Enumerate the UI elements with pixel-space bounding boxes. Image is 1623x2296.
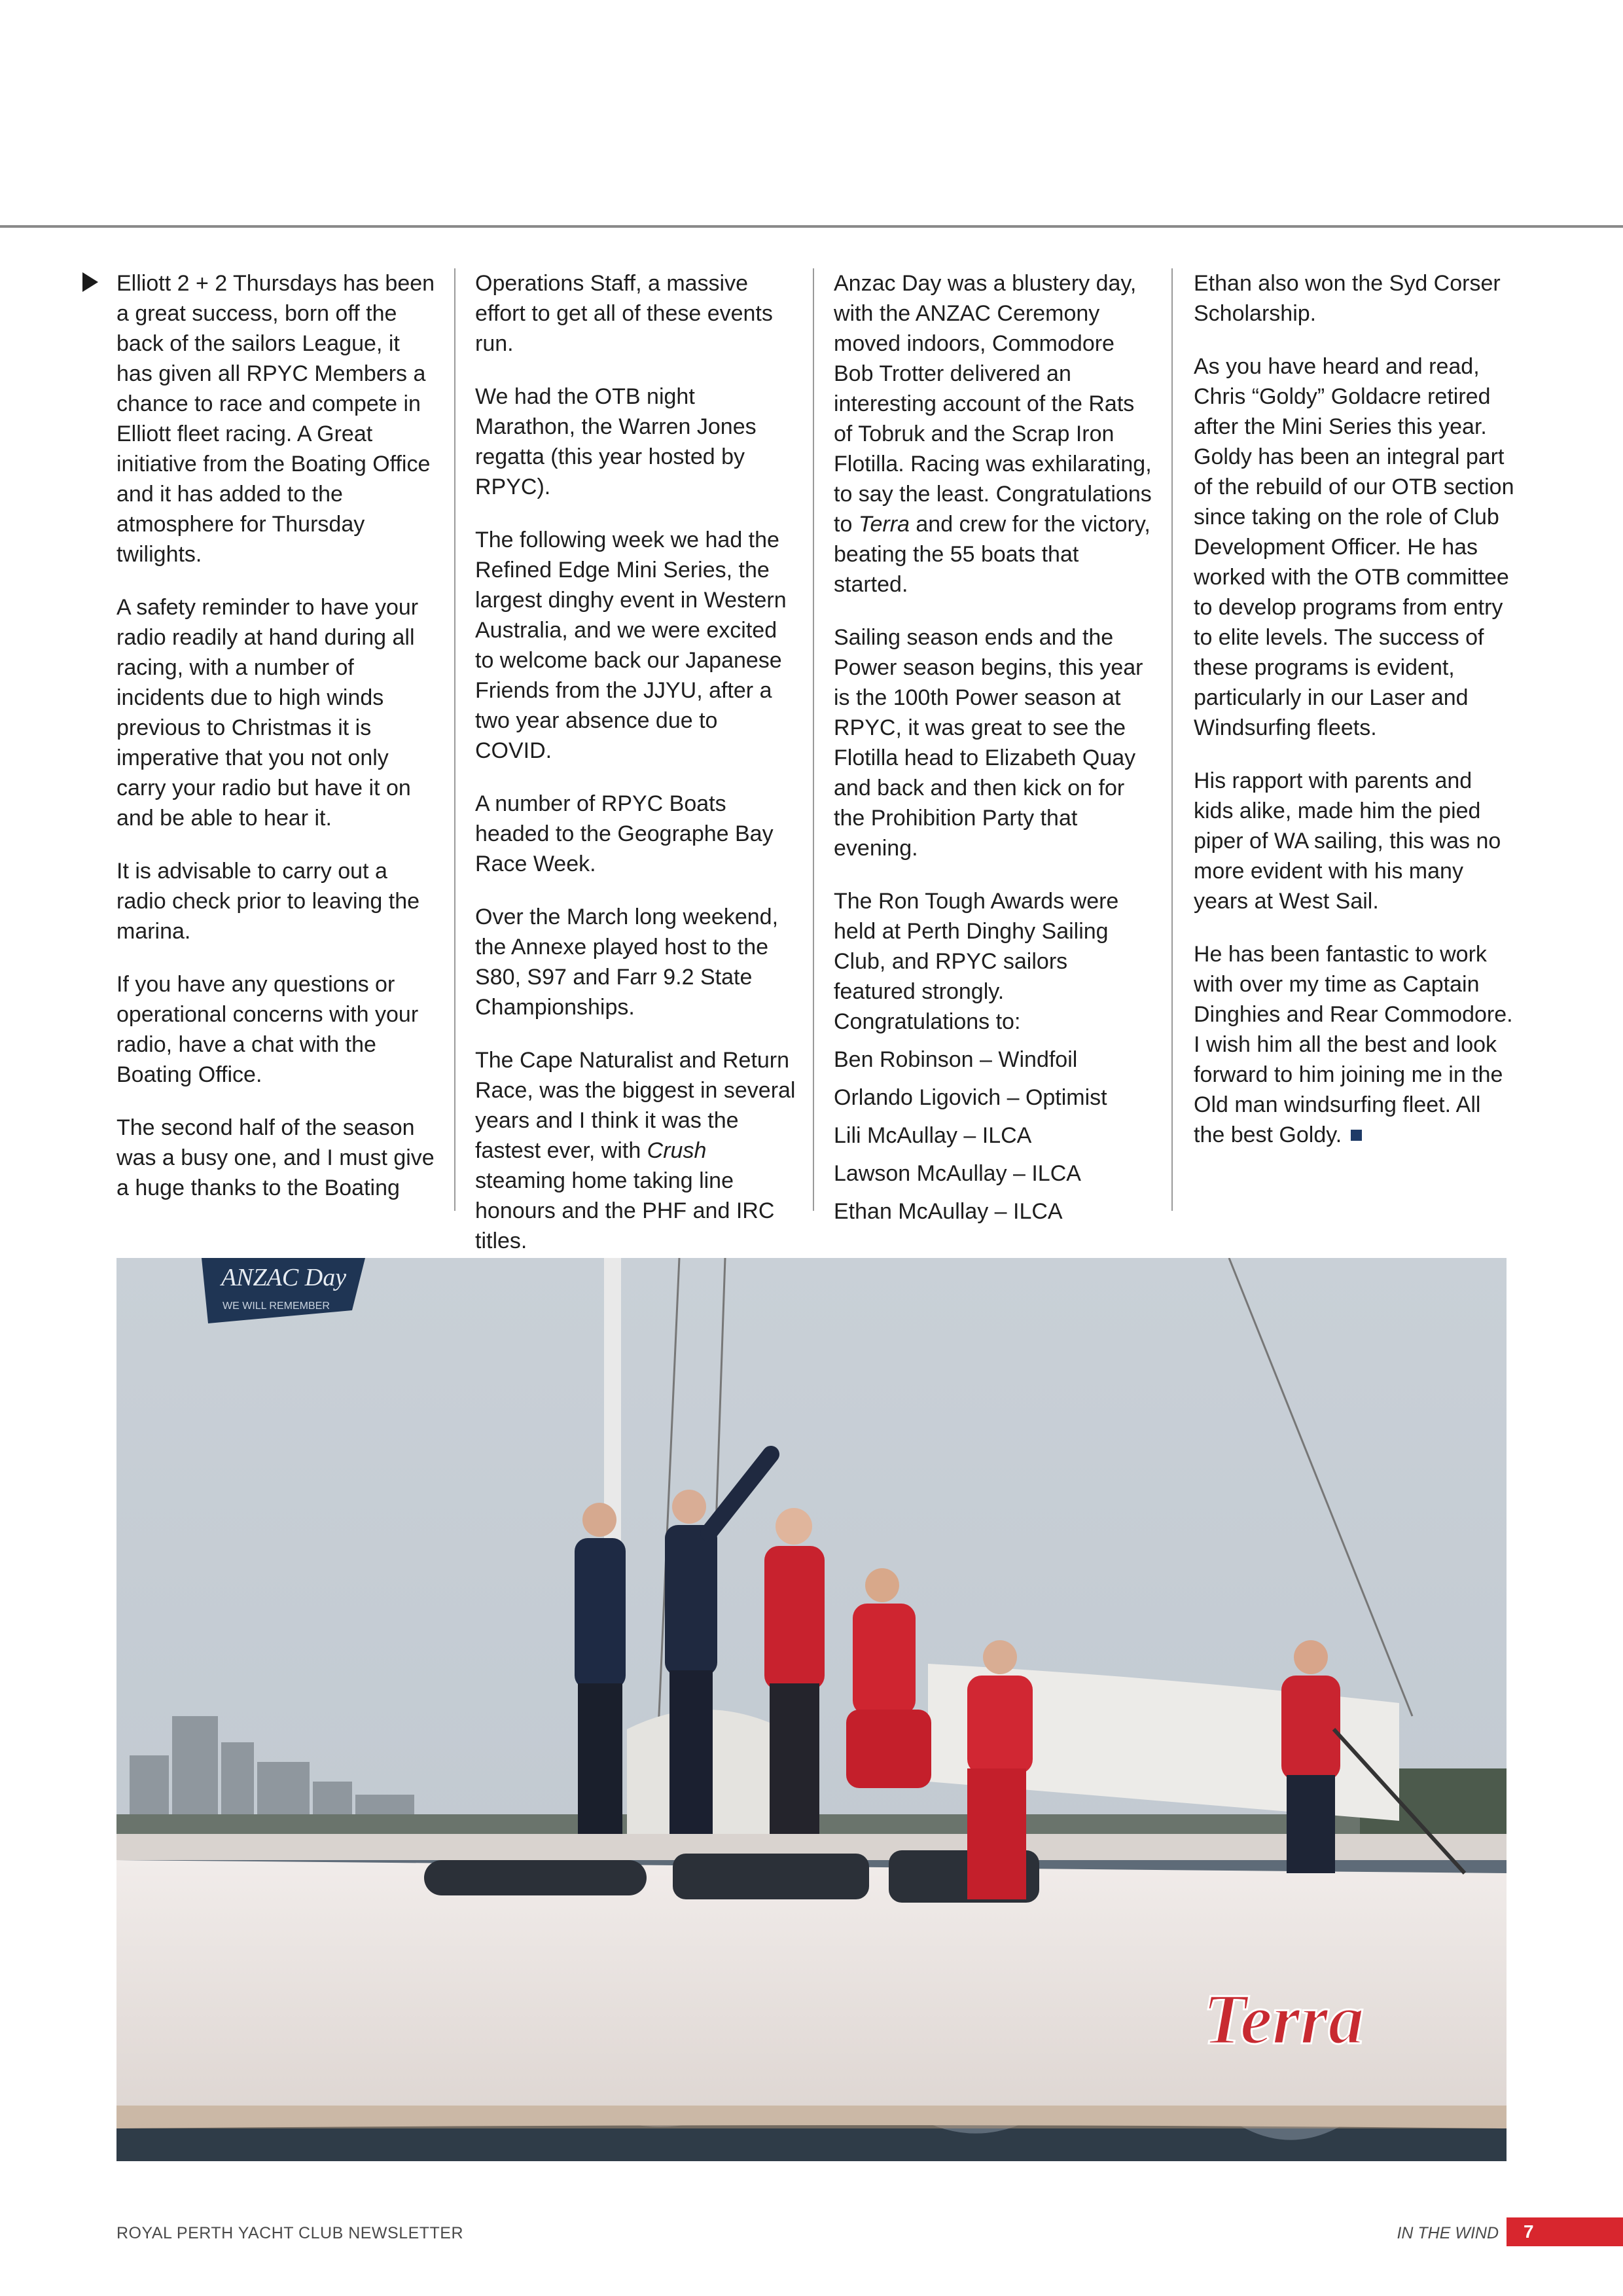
hull-waterline [116, 2106, 1507, 2128]
paragraph: Operations Staff, a massive effort to get all of these events run. [475, 271, 773, 356]
article-column-1 [116, 268, 437, 1211]
paragraph: Over the March long weekend, the Annexe played host to the S80, S97 and Farr 9.2 State Championships. [475, 905, 779, 1020]
emphasis-boat-name: Terra [858, 512, 910, 537]
text-run: and crew for the victory, beating the 55 boats that started. [834, 512, 1150, 597]
paragraph [475, 1045, 796, 1256]
award-item: Ethan McAullay – ILCA [834, 1199, 1063, 1224]
paragraph [834, 268, 1154, 600]
page-number-badge: 7 [1507, 2217, 1623, 2246]
paragraph: Ethan also won the Syd Corser Scholarship. [1194, 271, 1501, 326]
paragraph [1194, 939, 1514, 1150]
paragraph: A number of RPYC Boats headed to the Geographe Bay Race Week. [475, 791, 774, 876]
article-column-2 [475, 268, 796, 1253]
flag-text: ANZAC Day [221, 1264, 347, 1291]
text-run: The Cape Naturalist and Return Race, was the biggest in several years and I think it was the fastest ever, with [475, 1048, 796, 1163]
section-arrow-icon [82, 272, 98, 292]
boat-name: Terra [1203, 1979, 1364, 2059]
paragraph: The second half of the season was a busy one, and I must give a huge thanks to the Boating [116, 1115, 435, 1200]
paragraph: It is advisable to carry out a radio check prior to leaving the marina. [116, 859, 420, 944]
article-columns [116, 268, 1514, 1253]
article-column-4 [1194, 268, 1514, 1211]
emphasis-boat-name: Crush [647, 1138, 707, 1163]
text-run: steaming home taking line honours and the PHF and IRC titles. [475, 1168, 775, 1253]
crew-photo [116, 1258, 1507, 2161]
paragraph: Elliott 2 + 2 Thursdays has been a great success, born off the back of the sailors League, it has given all RPYC Members a chance to race and compete in Elliott fleet racing. A Great initiative from the Boating Office and it has added to the atmosphere for Thursday twilights. [116, 271, 435, 567]
paragraph: Sailing season ends and the Power season begins, this year is the 100th Power season at RPYC, it was great to see the Flotilla head to Elizabeth Quay and back and then kick on for the Prohibition Party that evening. [834, 625, 1143, 861]
column-divider [813, 268, 814, 1211]
crew-member-1 [575, 1503, 626, 1834]
award-item: Lawson McAullay – ILCA [834, 1161, 1081, 1186]
crew-member-3 [764, 1508, 825, 1834]
header-rule [0, 225, 1623, 228]
paragraph: As you have heard and read, Chris “Goldy” Goldacre retired after the Mini Series this year. Goldy has been an integral part of the rebuild of our OTB section since taking on the role of Club Development Officer. He has worked with the OTB committee to develop programs from entry to elite levels. The success of these programs is evident, particularly in our Laser and Windsurfing fleets. [1194, 354, 1514, 740]
end-of-article-icon [1351, 1130, 1362, 1141]
paragraph: The following week we had the Refined Edge Mini Series, the largest dinghy event in Western Australia, and we were excited to welcome back our Japanese Friends from the JJYU, after a two year absence due to COVID. [475, 528, 787, 763]
award-item: Orlando Ligovich – Optimist [834, 1085, 1107, 1110]
paragraph: We had the OTB night Marathon, the Warren Jones regatta (this year hosted by RPYC). [475, 384, 757, 499]
paragraph: If you have any questions or operational concerns with your radio, have a chat with the Boating Office. [116, 972, 419, 1087]
column-divider [454, 268, 455, 1211]
paragraph: A safety reminder to have your radio readily at hand during all racing, with a number of incidents due to high winds previous to Christmas it is imperative that you not only carry your radio but have it on and be able to hear it. [116, 595, 419, 831]
paragraph: His rapport with parents and kids alike, made him the pied piper of WA sailing, this was no more evident with his many years at West Sail. [1194, 768, 1501, 914]
paragraph: The Ron Tough Awards were held at Perth Dinghy Sailing Club, and RPYC sailors featured strongly. Congratulations to: [834, 889, 1119, 1034]
crew-member-5 [967, 1640, 1033, 1899]
photo-illustration [116, 1258, 1507, 2161]
article-column-3 [834, 268, 1154, 1224]
flag-subtext: WE WILL REMEMBER [223, 1300, 330, 1312]
column-divider [1171, 268, 1173, 1211]
text-run: Anzac Day was a blustery day, with the ANZAC Ceremony moved indoors, Commodore Bob Trotter delivered an interesting account of the Rats of Tobruk and the Scrap Iron Flotilla. Racing was exhilarating, to say the least. Congratulations to [834, 271, 1152, 537]
award-item: Ben Robinson – Windfoil [834, 1047, 1078, 1072]
footer-publication: ROYAL PERTH YACHT CLUB NEWSLETTER [116, 2224, 464, 2242]
footer-section: IN THE WIND [1397, 2224, 1499, 2242]
text-run: He has been fantastic to work with over my time as Captain Dinghies and Rear Commodore. I wish him all the best and look forward to him joining me in the Old man windsurfing fleet. All the best Goldy. [1194, 942, 1513, 1147]
award-item: Lili McAullay – ILCA [834, 1123, 1032, 1148]
